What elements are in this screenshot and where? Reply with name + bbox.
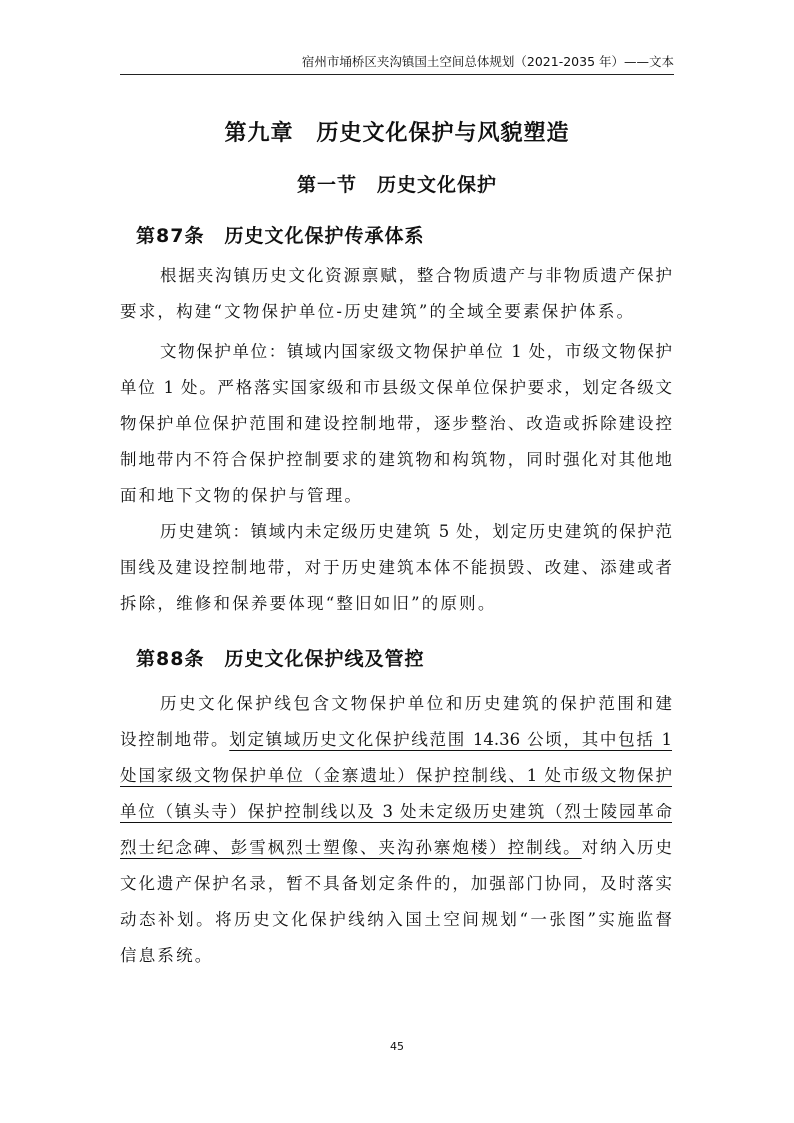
paragraph-line xyxy=(120,592,672,616)
paragraph-line xyxy=(120,412,672,436)
paragraph-line xyxy=(120,484,672,508)
text: 拆除，维修和保养要体现“整旧如旧”的原则。 xyxy=(120,594,497,613)
underlined-text: 烈士纪念碑、彭雪枫烈士塑像、夹沟孙寨炮楼）控制线。 xyxy=(120,838,582,857)
text: 围线及建设控制地带，对于历史建筑本体不能损毁、改建、添建或者 xyxy=(120,558,672,577)
text: 信息系统。 xyxy=(120,946,214,965)
article-heading: 第88条 历史文化保护线及管控 xyxy=(136,648,425,670)
text: 物保护单位保护范围和建设控制地带，逐步整治、改造或拆除建设控 xyxy=(120,414,672,433)
paragraph-line xyxy=(120,764,672,788)
paragraph-line xyxy=(160,692,672,716)
paragraph-line xyxy=(120,800,672,824)
page-number: 45 xyxy=(390,1040,404,1053)
running-header: 宿州市埇桥区夹沟镇国土空间总体规划（2021-2035 年）——文本 xyxy=(301,54,674,69)
paragraph-line xyxy=(120,728,672,752)
paragraph-line xyxy=(120,836,672,860)
text: 单位 1 处。严格落实国家级和市县级文保单位保护要求，划定各级文 xyxy=(120,378,672,397)
paragraph-line xyxy=(160,520,672,544)
paragraph-line xyxy=(120,556,672,580)
paragraph-line xyxy=(120,300,672,324)
paragraph-line xyxy=(160,340,672,364)
text: 动态补划。将历史文化保护线纳入国土空间规划“一张图”实施监督 xyxy=(120,910,672,929)
text: 根据夹沟镇历史文化资源禀赋，整合物质遗产与非物质遗产保护 xyxy=(160,266,672,285)
underlined-text: 处国家级文物保护单位（金寨遗址）保护控制线、1 处市级文物保护 xyxy=(120,766,672,785)
paragraph-line xyxy=(120,944,672,968)
article-heading: 第87条 历史文化保护传承体系 xyxy=(136,225,425,247)
underlined-text: 单位（镇头寺）保护控制线以及 3 处未定级历史建筑（烈士陵园革命 xyxy=(120,802,672,821)
underlined-text: 划定镇域历史文化保护线范围 14.36 公顷，其中包括 1 xyxy=(229,730,673,749)
text: 文化遗产保护名录，暂不具备划定条件的，加强部门协同，及时落实 xyxy=(120,874,672,893)
text: 设控制地带。 xyxy=(120,730,230,749)
text: 对纳入历史 xyxy=(581,838,673,857)
text: 制地带内不符合保护控制要求的建筑物和构筑物，同时强化对其他地 xyxy=(120,450,672,469)
paragraph-line xyxy=(160,264,672,288)
chapter-title: 第九章 历史文化保护与风貌塑造 xyxy=(224,121,570,146)
text: 历史建筑：镇域内未定级历史建筑 5 处，划定历史建筑的保护范 xyxy=(160,522,672,541)
text: 要求，构建“文物保护单位-历史建筑”的全域全要素保护体系。 xyxy=(120,302,636,321)
paragraph-line xyxy=(120,448,672,472)
paragraph-line xyxy=(120,376,672,400)
header-divider xyxy=(120,74,674,75)
text: 历史文化保护线包含文物保护单位和历史建筑的保护范围和建 xyxy=(160,694,672,713)
paragraph-line xyxy=(120,872,672,896)
paragraph-line xyxy=(120,908,672,932)
section-title: 第一节 历史文化保护 xyxy=(296,174,497,196)
text: 面和地下文物的保护与管理。 xyxy=(120,486,364,505)
text: 文物保护单位：镇域内国家级文物保护单位 1 处，市级文物保护 xyxy=(160,342,672,361)
